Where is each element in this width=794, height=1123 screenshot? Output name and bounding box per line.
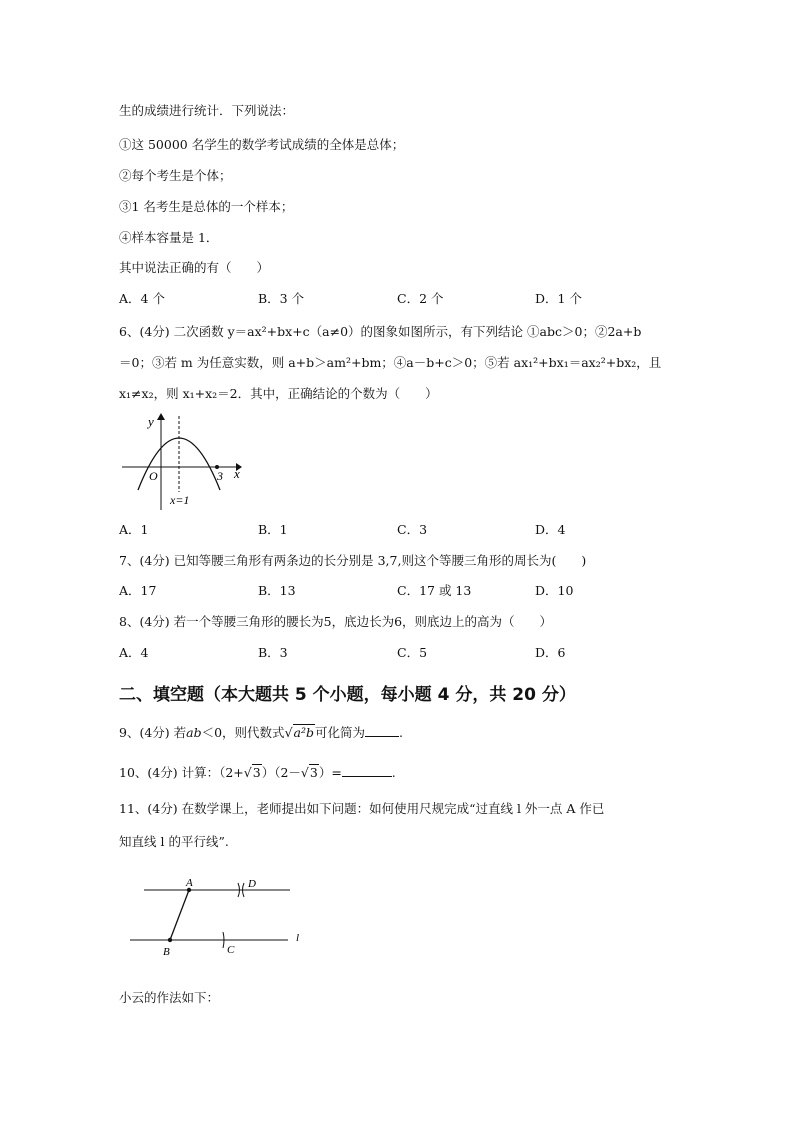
q7-option-a: A．17: [119, 583, 157, 598]
q6-line-2: ＝0；③若 m 为任意实数，则 a+b＞am²+bm；④a－b+c＞0；⑤若 ax₁²+bx₁＝ax₂²+bx₂，且: [119, 355, 662, 370]
q9-radical: √a²b: [284, 725, 315, 740]
statement-1: ①这 50000 名学生的数学考试成绩的全体是总体；: [119, 137, 405, 152]
q7-option-c: C．17 或 13: [397, 583, 472, 598]
q8-option-c: C．5: [397, 645, 428, 660]
label-b: B: [163, 946, 170, 958]
q10-end: .: [391, 765, 396, 780]
option-a: A．4 个: [119, 291, 165, 306]
statement-3: ③1 名考生是总体的一个样本；: [119, 199, 294, 214]
q9-line: [119, 724, 403, 741]
question-prompt: 其中说法正确的有（ ）: [119, 260, 270, 275]
y-axis-label: y: [148, 414, 154, 429]
q10-radical-1: √3: [243, 765, 261, 780]
q8-option-b: B．3: [258, 645, 288, 660]
q9-radicand: a²b: [293, 725, 315, 740]
q8-option-d: D．6: [535, 645, 566, 660]
q10-mid: ）（2－: [261, 765, 301, 780]
q7-line-1: 7、(4分) 已知等腰三角形有两条边的长分别是 3,7,则这个等腰三角形的周长为( ): [119, 553, 587, 568]
q10-suffix: ）=: [318, 765, 342, 780]
section-title: 二、填空题（本大题共 5 个小题，每小题 4 分，共 20 分）: [119, 685, 576, 705]
q9-expr: ab: [186, 725, 202, 740]
label-l: l: [296, 932, 300, 944]
option-d: D．1 个: [535, 291, 582, 306]
q9-prefix: 9、(4分) 若: [119, 725, 187, 740]
q6-option-a: A．1: [119, 522, 149, 537]
label-a: A: [186, 877, 193, 889]
q6-line-3: x₁≠x₂，则 x₁+x₂＝2．其中，正确结论的个数为（ ）: [119, 386, 438, 401]
q9-suffix: 可化简为: [315, 725, 366, 740]
option-b: B．3 个: [258, 291, 305, 306]
q6-option-b: B．1: [258, 522, 288, 537]
option-c: C．2 个: [397, 291, 444, 306]
q11-line-1: 11、(4分) 在数学课上，老师提出如下问题：如何使用尺规完成“过直线 l 外一点 A 作已: [119, 801, 605, 816]
x-axis-label: x: [234, 466, 240, 481]
q10-radicand-2: 3: [309, 765, 318, 780]
segment-ab: [170, 890, 189, 940]
q9-answer-blank[interactable]: [365, 724, 399, 737]
q8-line-1: 8、(4分) 若一个等腰三角形的腰长为5，底边长为6，则底边上的高为（ ）: [119, 614, 553, 629]
label-c: C: [227, 944, 235, 956]
q11-closing: 小云的作法如下：: [119, 990, 220, 1005]
root-label: 3: [217, 469, 223, 483]
symmetry-axis-label: x=1: [170, 493, 190, 507]
q10-prefix: 10、(4分) 计算：（2+: [119, 765, 244, 780]
point-b: [168, 938, 172, 942]
label-d: D: [248, 878, 256, 890]
y-axis-arrow: [157, 413, 165, 420]
q10-radicand-1: 3: [252, 765, 261, 780]
intro-line: 生的成绩进行统计．下列说法：: [119, 103, 295, 118]
statement-4: ④样本容量是 1．: [119, 230, 219, 245]
q7-option-d: D．10: [535, 583, 574, 598]
q6-line-1: 6、(4分) 二次函数 y＝ax²+bx+c（a≠0）的图象如图所示，有下列结论 ①abc＞0；②2a+b: [119, 324, 642, 339]
q11-line-2: 知直线 l 的平行线”.: [119, 834, 229, 849]
q7-option-b: B．13: [258, 583, 296, 598]
q9-end: .: [399, 725, 404, 740]
q10-radical-2: √3: [300, 765, 318, 780]
q6-option-c: C．3: [397, 522, 428, 537]
origin-label: O: [149, 469, 158, 483]
q9-mid: ＜0，则代数式: [201, 725, 285, 740]
statement-2: ②每个考生是个体；: [119, 168, 232, 183]
q10-answer-blank[interactable]: [342, 764, 392, 777]
parallel-construction-figure: [126, 873, 316, 963]
q10-line: [119, 764, 396, 781]
q6-option-d: D．4: [535, 522, 566, 537]
parabola-graph: [118, 412, 258, 512]
q8-option-a: A．4: [119, 645, 149, 660]
